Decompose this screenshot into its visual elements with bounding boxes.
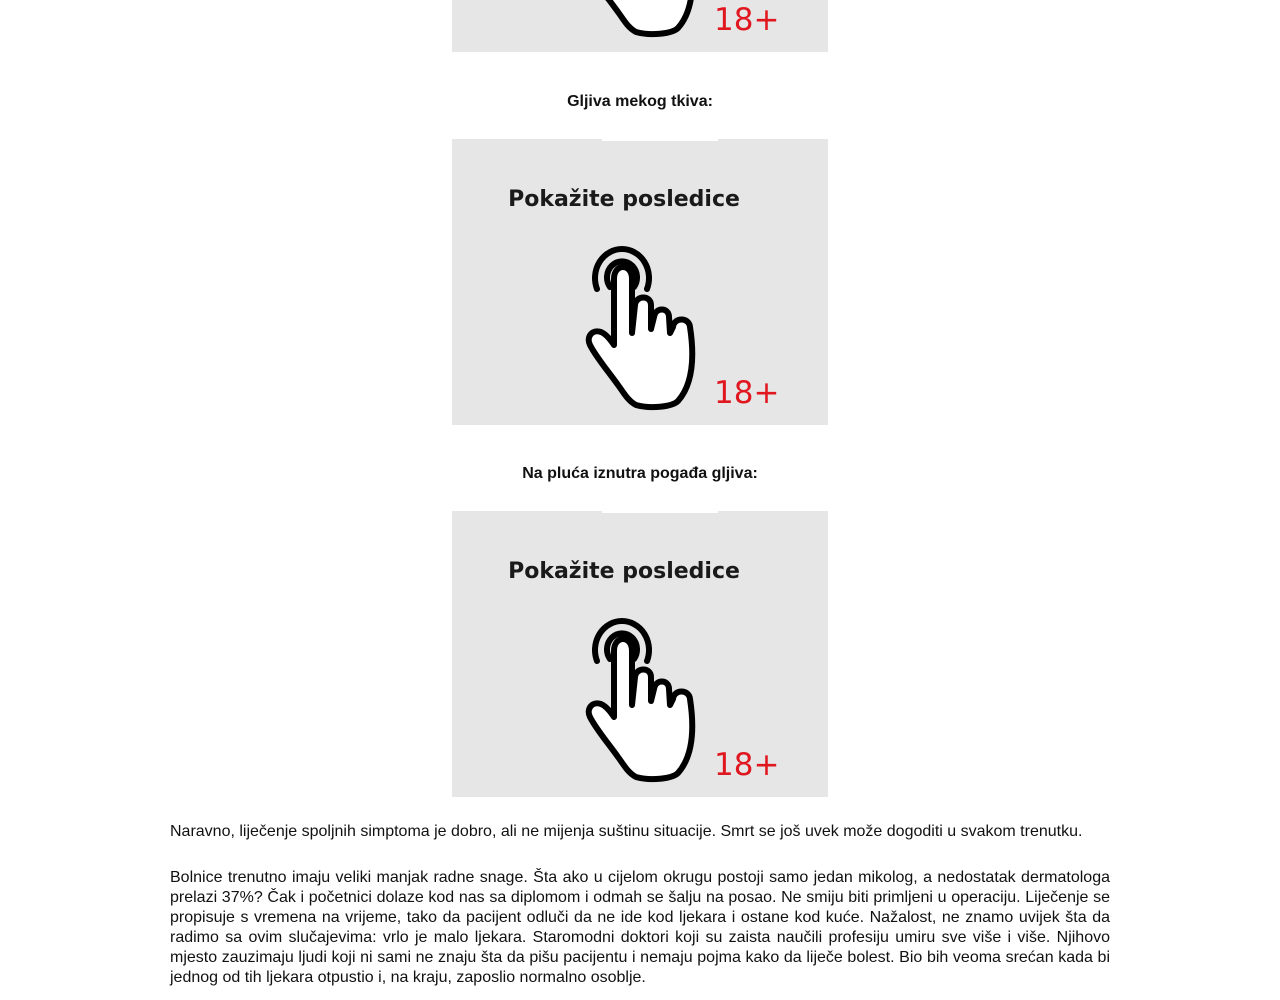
tap-hand-icon [584, 0, 724, 40]
show-consequences-button-3[interactable] [452, 511, 828, 797]
panel-title: Pokažite posledice [508, 187, 740, 212]
caption-soft-tissue: Gljiva mekog tkiva: [567, 93, 713, 110]
panel-divider [602, 139, 718, 141]
paragraph-treatment: Naravno, liječenje spoljnih simptoma je dobro, ali ne mijenja suštinu situacije. Smrt se još uvek može dogoditi u svakom trenutku. [170, 823, 1083, 840]
tap-hand-icon [584, 233, 724, 413]
tap-hand-icon [584, 605, 724, 785]
show-consequences-button-1[interactable] [452, 0, 828, 52]
age-restriction-label: 18+ [714, 747, 780, 783]
panel-divider [602, 511, 718, 513]
age-restriction-label: 18+ [714, 375, 780, 411]
panel-title: Pokažite posledice [508, 559, 740, 584]
caption-lungs: Na pluća iznutra pogađa gljiva: [522, 465, 758, 482]
age-restriction-label: 18+ [714, 2, 780, 38]
show-consequences-button-2[interactable] [452, 139, 828, 425]
paragraph-hospitals: Bolnice trenutno imaju veliki manjak radne snage. Šta ako u cijelom okrugu postoji samo jedan mikolog, a nedostatak dermatologa prelazi 37%? Čak i početnici dolaze kod nas sa diplomom i odmah se šalju na posao. Ne smiju biti primljeni u operaciju. Liječenje se propisuje s vremena na vrijeme, tako da pacijent odluči da ne ide kod ljekara i ostane kod kuće. Nažalost, ne znamo uvijek šta da radimo sa ovim slučajevima: vrlo je malo ljekara. Staromodni doktori koji su zaista naučili profesiju umiru sve više i više. Njihovo mjesto zauzimaju ljudi koji ni sami ne znaju šta da pišu pacijentu i nemaju pojma kako da liječe bolest. Bio bih veoma srećan kada bi jednog od tih ljekara otpustio i, na kraju, zaposlio normalno osoblje. [170, 869, 1110, 986]
